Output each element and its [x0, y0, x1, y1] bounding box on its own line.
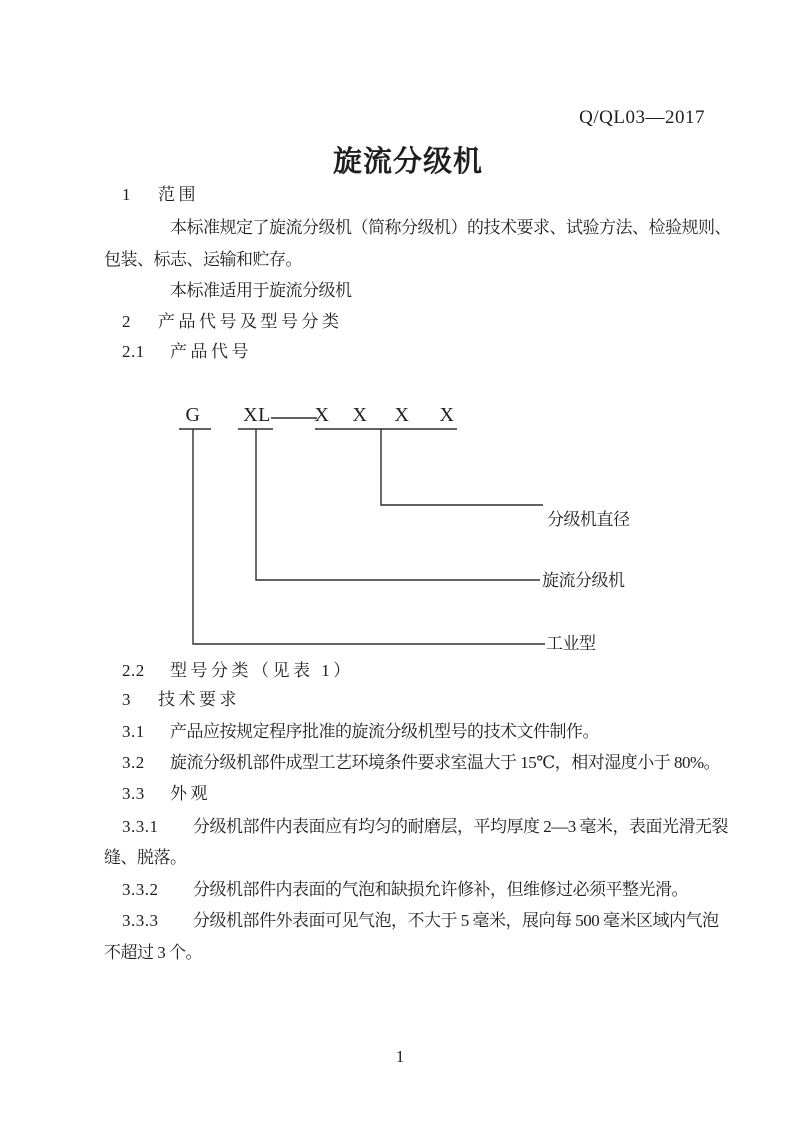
section-3-1-item: [104, 721, 744, 743]
paragraph-text: 包装、标志、运输和贮存。: [104, 250, 302, 269]
section-3-3-3-item: [104, 910, 744, 932]
section-3-2-item: [104, 752, 744, 774]
code-letter-x2: X: [352, 404, 368, 426]
section-3-3-heading: [104, 783, 744, 805]
item-text: 产品应按规定程序批准的旋流分级机型号的技术文件制作。: [170, 722, 599, 741]
paragraph-line: [104, 942, 744, 964]
section-number: 3.3.3: [122, 911, 159, 930]
code-letter-x4: X: [439, 404, 455, 426]
section-number: 2.2: [122, 661, 145, 680]
code-letter-x1: X: [314, 404, 330, 426]
section-2-heading: [104, 311, 744, 333]
section-number: 3.3: [122, 784, 145, 803]
section-2-1-heading: [104, 341, 744, 363]
section-3-3-2-item: [104, 879, 744, 901]
item-text: 分级机部件内表面应有均匀的耐磨层，平均厚度 2—3 毫米，表面光滑无裂: [193, 817, 728, 836]
paragraph-line: [104, 217, 744, 239]
code-letter-x3: X: [394, 404, 410, 426]
item-text: 分级机部件内表面的气泡和缺损允许修补，但维修过必须平整光滑。: [193, 880, 688, 899]
section-heading-text: 范围: [158, 185, 199, 204]
section-3-3-1-item: [104, 816, 744, 838]
section-number: 3.1: [122, 722, 145, 741]
section-heading-text: 技术要求: [158, 690, 240, 709]
section-heading-text: 型号分类（见表 1）: [170, 661, 354, 680]
diagram-label-diameter: 分级机直径: [547, 510, 630, 529]
page-number: 1: [395, 1047, 405, 1066]
section-number: 2.1: [122, 342, 145, 361]
section-heading-text: 产品代号: [170, 342, 252, 361]
standard-code: Q/QL03—2017: [579, 107, 705, 128]
section-2-2-heading: [104, 660, 744, 682]
paragraph-text: 本标准规定了旋流分级机（简称分级机）的技术要求、试验方法、检验规则、: [170, 218, 731, 237]
item-text: 旋流分级机部件成型工艺环境条件要求室温大于 15℃，相对湿度小于 80%。: [170, 753, 721, 772]
diagram-label-classifier: 旋流分级机: [542, 571, 625, 590]
section-number: 3: [122, 690, 131, 709]
section-number: 2: [122, 312, 131, 331]
section-number: 3.2: [122, 753, 145, 772]
section-number: 1: [122, 185, 131, 204]
code-letter-g: G: [185, 404, 201, 426]
paragraph-text: 不超过 3 个。: [104, 943, 202, 962]
paragraph-text: 本标准适用于旋流分级机: [170, 281, 352, 300]
diagram-label-industrial: 工业型: [546, 634, 596, 653]
section-number: 3.3.1: [122, 817, 159, 836]
document-title: 旋流分级机: [332, 146, 483, 178]
paragraph-text: 缝、脱落。: [104, 848, 187, 867]
section-1-heading: [104, 184, 744, 206]
section-number: 3.3.2: [122, 880, 159, 899]
paragraph-line: [104, 249, 744, 271]
section-3-heading: [104, 689, 744, 711]
section-heading-text: 产品代号及型号分类: [158, 312, 343, 331]
code-letter-xl: XL: [243, 404, 271, 426]
paragraph-line: [104, 847, 744, 869]
section-heading-text: 外观: [170, 784, 211, 803]
item-text: 分级机部件外表面可见气泡，不大于 5 毫米，展向每 500 毫米区域内气泡: [193, 911, 719, 930]
paragraph-line: [104, 280, 744, 302]
